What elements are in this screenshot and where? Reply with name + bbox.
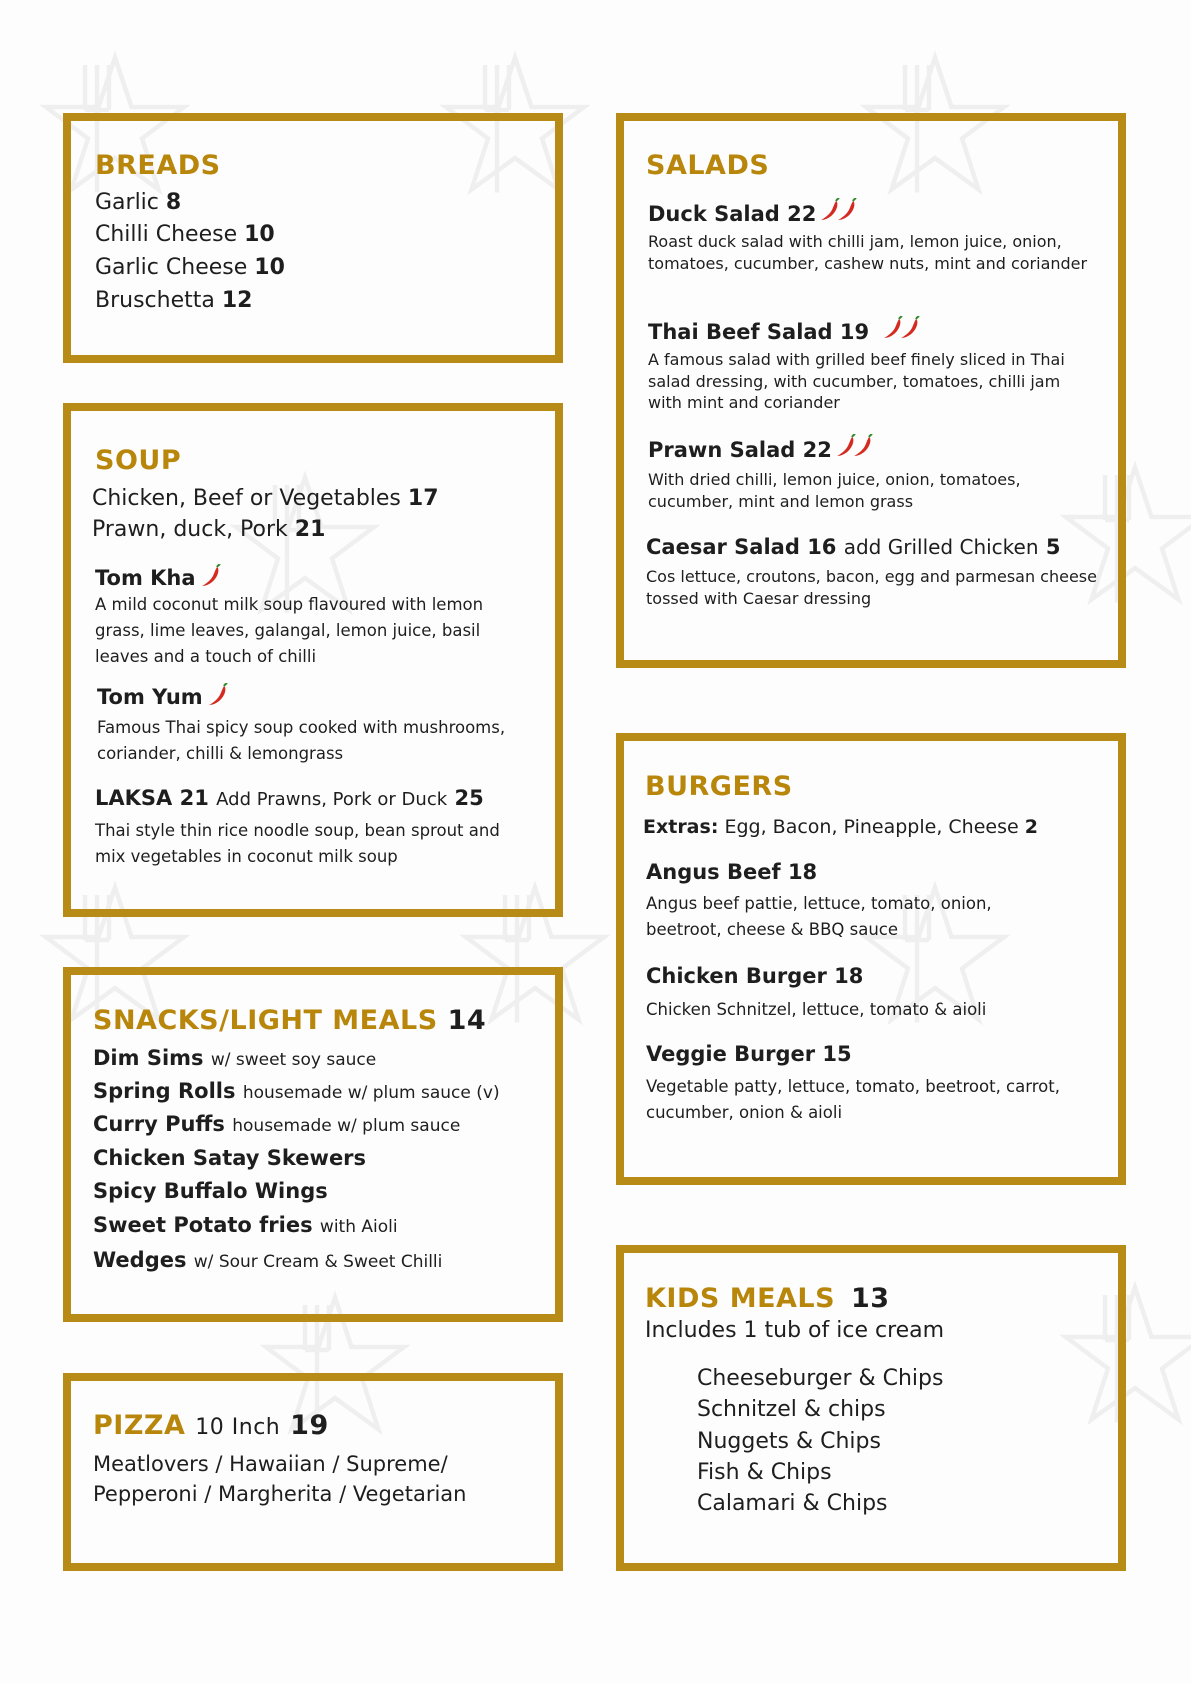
prawn-salad-description: With dried chilli, lemon juice, onion, tomatoes, cucumber, mint and lemon grass: [648, 470, 1021, 511]
chicken-burger-description: Chicken Schnitzel, lettuce, tomato & aioli: [646, 1000, 987, 1019]
item-price: 18: [787, 860, 818, 884]
item-price: 12: [221, 288, 253, 313]
menu-item-bruschetta: [95, 288, 252, 313]
menu-item-caesar-salad: Caesar Salad 16 add Grilled Chicken 5: [646, 535, 1061, 559]
chili-icon: [200, 564, 222, 588]
chili-icon: [207, 683, 229, 707]
burgers-title: BURGERS: [645, 771, 793, 802]
breads-title: BREADS: [95, 150, 221, 181]
item-name: Garlic: [95, 190, 159, 215]
laksa-description: Thai style thin rice noodle soup, bean sprout and mix vegetables in coconut milk soup: [95, 821, 500, 866]
item-price: 10: [254, 255, 285, 280]
tom-kha-description: A mild coconut milk soup flavoured with lemon grass, lime leaves, galangal, lemon juice, basil leaves and a touch of chilli: [95, 595, 484, 666]
angus-beef-description: Angus beef pattie, lettuce, tomato, onion, beetroot, cheese & BBQ sauce: [646, 894, 992, 939]
menu-item-chilli-cheese: [95, 222, 275, 247]
menu-item-tom-kha: Tom Kha: [95, 564, 222, 590]
kids-meals-subtitle: Includes 1 tub of ice cream: [645, 1318, 945, 1343]
kids-item: Cheeseburger & Chips: [697, 1366, 944, 1391]
laksa-extra: Add Prawns, Pork or Duck: [216, 789, 448, 810]
item-price: 22: [787, 202, 817, 226]
menu-item-chicken-burger: Chicken Burger 18: [646, 964, 864, 988]
soup-price-line: Prawn, duck, Pork 21: [92, 517, 326, 542]
item-price: 5: [1045, 535, 1061, 559]
salads-title: SALADS: [646, 150, 770, 181]
pizza-title: PIZZA 10 Inch 19: [93, 1410, 329, 1441]
menu-item-sweet-potato-fries: Sweet Potato fries with Aioli: [93, 1213, 398, 1237]
item-name: Bruschetta: [95, 288, 215, 313]
menu-item-wedges: Wedges w/ Sour Cream & Sweet Chilli: [93, 1248, 443, 1272]
caesar-extra: add Grilled Chicken: [843, 535, 1039, 559]
section-price: 13: [851, 1283, 890, 1314]
item-name: Chilli Cheese: [95, 222, 238, 247]
item-price: 21: [294, 517, 326, 542]
snacks-title: SNACKS/LIGHT MEALS 14: [93, 1005, 487, 1036]
item-price: 21: [179, 786, 209, 810]
item-name: Garlic Cheese: [95, 255, 248, 280]
item-price: 18: [834, 964, 864, 988]
menu-item-dim-sims: Dim Sims w/ sweet soy sauce: [93, 1046, 377, 1070]
menu-item-veggie-burger: Veggie Burger 15: [646, 1042, 852, 1066]
burger-extras: Extras: Egg, Bacon, Pineapple, Cheese 2: [643, 816, 1038, 838]
item-price: 25: [454, 786, 484, 810]
pizza-size: 10 Inch: [195, 1415, 281, 1440]
double-chili-icon: [883, 316, 923, 342]
item-price: 19: [839, 320, 870, 344]
duck-salad-description: Roast duck salad with chilli jam, lemon juice, onion, tomatoes, cucumber, cashew nuts, mint and coriander: [648, 232, 1088, 273]
kids-item: Nuggets & Chips: [697, 1429, 881, 1454]
kids-item: Schnitzel & chips: [697, 1397, 886, 1422]
menu-item-tom-yum: Tom Yum: [97, 683, 229, 709]
pizza-varieties: Pepperoni / Margherita / Vegetarian: [93, 1482, 467, 1506]
tom-yum-description: Famous Thai spicy soup cooked with mushrooms, coriander, chilli & lemongrass: [97, 718, 506, 763]
menu-item-laksa: LAKSA 21 Add Prawns, Pork or Duck 25: [95, 786, 484, 810]
menu-item-curry-puffs: Curry Puffs housemade w/ plum sauce: [93, 1112, 461, 1136]
menu-item-garlic: [95, 190, 181, 215]
menu-item-thai-beef-salad: Thai Beef Salad 19: [648, 316, 923, 344]
soup-title: SOUP: [95, 445, 182, 476]
section-price: 14: [447, 1005, 487, 1036]
item-price: 10: [244, 222, 275, 247]
caesar-salad-description: Cos lettuce, croutons, bacon, egg and parmesan cheese tossed with Caesar dressing: [646, 567, 1097, 608]
item-price: 15: [822, 1042, 852, 1066]
double-chili-icon: [836, 434, 876, 460]
menu-item-spring-rolls: Spring Rolls housemade w/ plum sauce (v): [93, 1079, 500, 1103]
pizza-varieties: Meatlovers / Hawaiian / Supreme/: [93, 1452, 448, 1476]
menu-item-garlic-cheese: [95, 255, 285, 280]
item-price: 8: [165, 190, 182, 215]
item-price: 22: [802, 438, 832, 462]
menu-item-duck-salad: Duck Salad 22: [648, 198, 860, 226]
thai-beef-salad-description: A famous salad with grilled beef finely sliced in Thai salad dressing, with cucumber, tomatoes, chilli jam with mint and coriander: [648, 350, 1065, 412]
menu-item-angus-beef: Angus Beef 18: [646, 860, 818, 884]
kids-item: Calamari & Chips: [697, 1491, 888, 1516]
item-price: 2: [1024, 816, 1038, 838]
kids-meals-title: KIDS MEALS 13: [645, 1283, 890, 1314]
item-price: 16: [807, 535, 837, 559]
item-price: 17: [407, 486, 439, 511]
menu-item-prawn-salad: Prawn Salad 22: [648, 434, 876, 462]
double-chili-icon: [820, 198, 860, 224]
veggie-burger-description: Vegetable patty, lettuce, tomato, beetroot, carrot, cucumber, onion & aioli: [646, 1077, 1060, 1122]
soup-price-line: Chicken, Beef or Vegetables 17: [92, 486, 439, 511]
menu-item-buffalo-wings: Spicy Buffalo Wings: [93, 1179, 328, 1203]
menu-item-chicken-satay: Chicken Satay Skewers: [93, 1146, 367, 1170]
kids-item: Fish & Chips: [697, 1460, 832, 1485]
section-price: 19: [290, 1410, 329, 1441]
